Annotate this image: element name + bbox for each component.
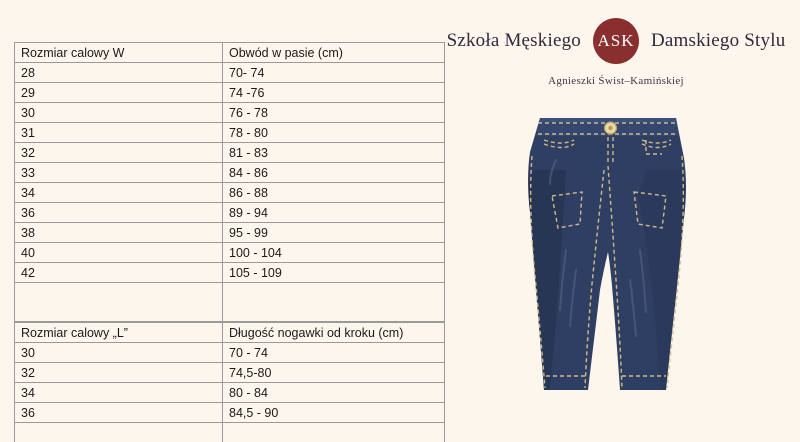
cell-inseam-cm: 74,5-80: [223, 363, 445, 383]
cell-size-l: 34: [15, 383, 223, 403]
cell-waist-cm: 86 - 88: [223, 183, 445, 203]
cell-size-w: 40: [15, 243, 223, 263]
length-size-table: [14, 322, 445, 442]
table-row: [15, 343, 445, 363]
table-row: [15, 243, 445, 263]
table-row: [15, 183, 445, 203]
cell-size-l: 36: [15, 403, 223, 423]
waist-size-table: [14, 42, 445, 322]
cell-size-w: 28: [15, 63, 223, 83]
cell-waist-cm: 74 -76: [223, 83, 445, 103]
cell-waist-cm: 70- 74: [223, 63, 445, 83]
table-row: [15, 103, 445, 123]
brand-subtitle: Agnieszki Świst–Kamińskiej: [440, 75, 792, 87]
brand-title-right: Damskiego Stylu: [651, 30, 785, 52]
cell-size-w: 29: [15, 83, 223, 103]
table-spacer-row: [15, 302, 445, 322]
cell-size-w: 30: [15, 103, 223, 123]
cell-waist-cm: 100 - 104: [223, 243, 445, 263]
spacer-cell: [15, 283, 223, 303]
cell-waist-cm: 105 - 109: [223, 263, 445, 283]
table-row: [15, 203, 445, 223]
brand-title-left: Szkoła Męskiego: [447, 30, 581, 52]
spacer-cell: [223, 283, 445, 303]
cell-inseam-cm: 84,5 - 90: [223, 403, 445, 423]
table-row: [15, 123, 445, 143]
brand-header: [440, 18, 792, 87]
cell-size-w: 31: [15, 123, 223, 143]
cell-size-w: 42: [15, 263, 223, 283]
cell-inseam-cm: 80 - 84: [223, 383, 445, 403]
table-row: [15, 83, 445, 103]
monogram-logo-icon: ASK: [593, 18, 639, 64]
spacer-cell: [223, 423, 445, 442]
column-header-inseam-cm: Długość nogawki od kroku (cm): [223, 323, 445, 343]
size-tables-area: [14, 42, 432, 442]
cell-size-w: 38: [15, 223, 223, 243]
cell-inseam-cm: 70 - 74: [223, 343, 445, 363]
table-row: [15, 63, 445, 83]
cell-size-l: 32: [15, 363, 223, 383]
table-header-row: [15, 323, 445, 343]
column-header-length-inch: Rozmiar calowy „L”: [15, 323, 223, 343]
cell-waist-cm: 76 - 78: [223, 103, 445, 123]
brand-title-line: [440, 18, 792, 64]
table-row: [15, 223, 445, 243]
column-header-waist-cm: Obwód w pasie (cm): [223, 43, 445, 63]
cell-size-w: 34: [15, 183, 223, 203]
cell-size-w: 32: [15, 143, 223, 163]
spacer-cell: [15, 423, 223, 442]
table-row: [15, 143, 445, 163]
jeans-illustration: [470, 100, 760, 390]
cell-waist-cm: 84 - 86: [223, 163, 445, 183]
cell-waist-cm: 81 - 83: [223, 143, 445, 163]
table-row: [15, 403, 445, 423]
cell-waist-cm: 78 - 80: [223, 123, 445, 143]
column-header-waist-inch: Rozmiar calowy W: [15, 43, 223, 63]
table-spacer-row: [15, 423, 445, 442]
table-row: [15, 263, 445, 283]
table-row: [15, 163, 445, 183]
spacer-cell: [15, 302, 223, 322]
cell-size-w: 36: [15, 203, 223, 223]
cell-waist-cm: 89 - 94: [223, 203, 445, 223]
table-spacer-row: [15, 283, 445, 303]
cell-size-w: 33: [15, 163, 223, 183]
cell-waist-cm: 95 - 99: [223, 223, 445, 243]
table-header-row: [15, 43, 445, 63]
spacer-cell: [223, 302, 445, 322]
cell-size-l: 30: [15, 343, 223, 363]
table-row: [15, 363, 445, 383]
